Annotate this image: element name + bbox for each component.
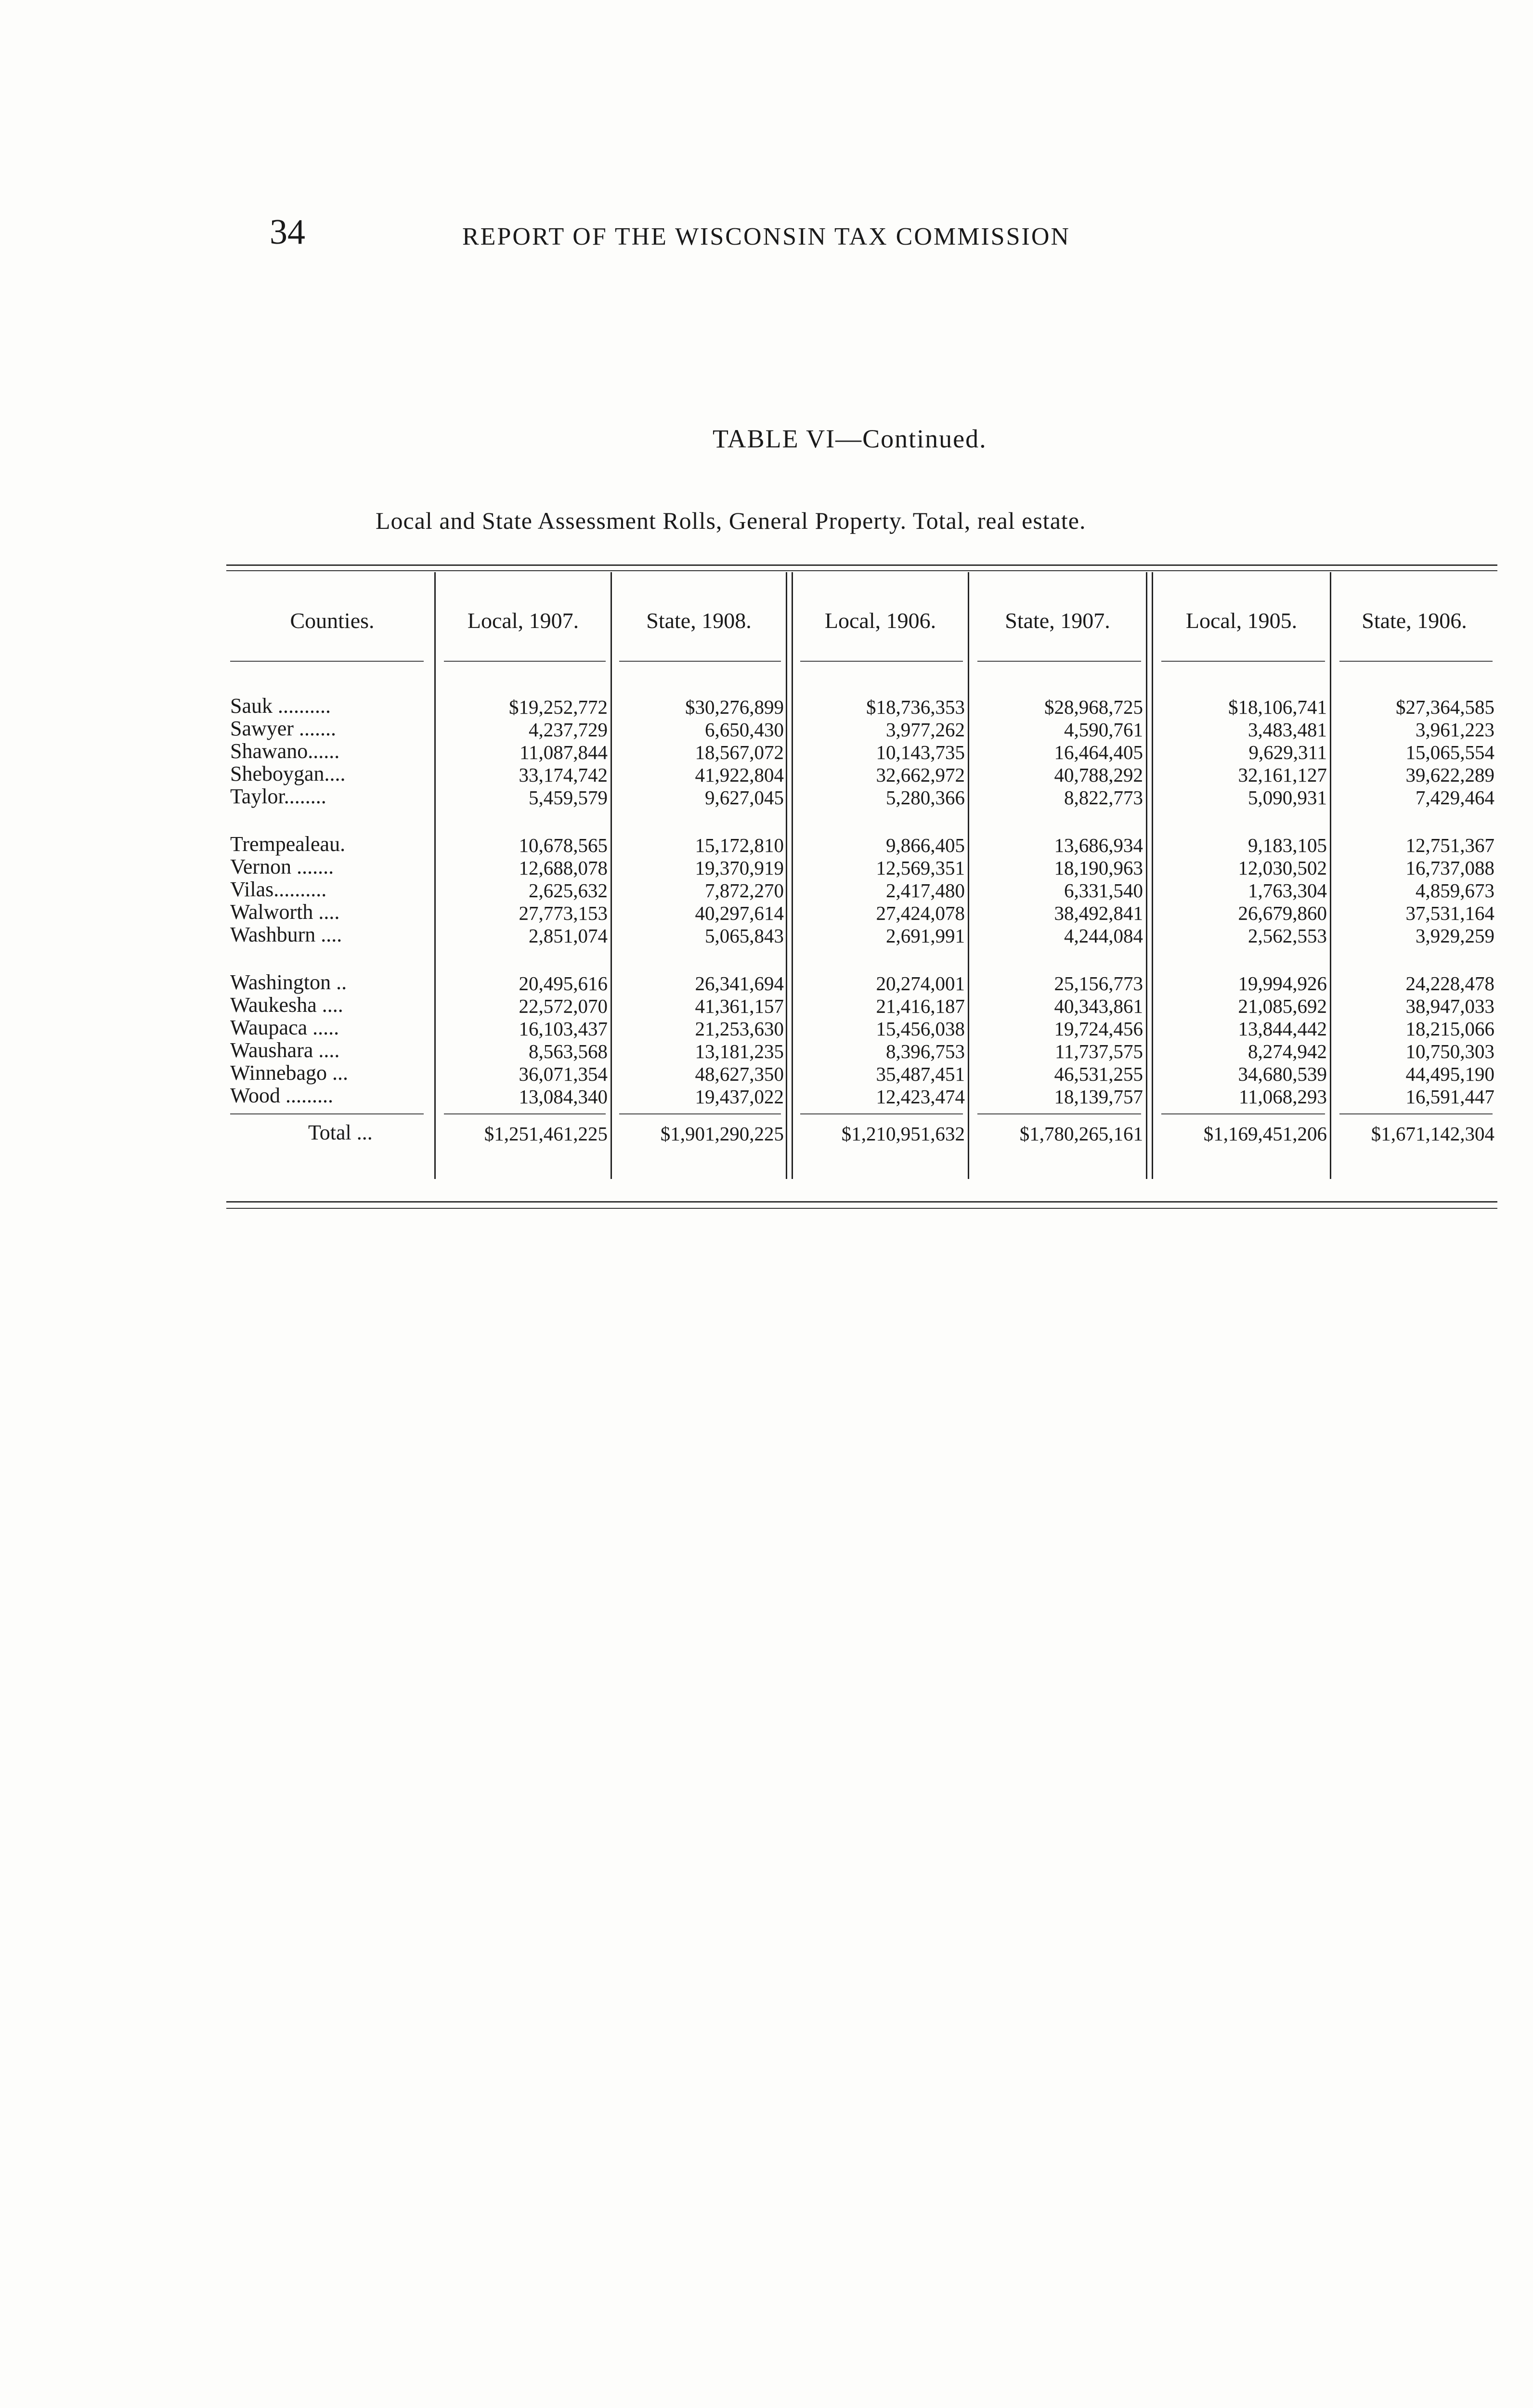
value-cell: 40,343,861 <box>1054 995 1143 1017</box>
value-cell: 18,567,072 <box>695 741 784 763</box>
value-cell: 8,274,942 <box>1248 1040 1327 1062</box>
value-cell: 8,563,568 <box>529 1040 608 1062</box>
county-name: Waupaca ..... <box>230 1016 339 1039</box>
bottom-double-rule-2 <box>226 1208 1497 1209</box>
county-name: Sheboygan.... <box>230 762 346 785</box>
county-name: Washington .. <box>230 970 347 994</box>
value-cell: 2,562,553 <box>1248 925 1327 947</box>
value-cell: 34,680,539 <box>1238 1063 1327 1085</box>
value-cell: 9,866,405 <box>886 834 965 856</box>
value-cell: 40,788,292 <box>1054 764 1143 786</box>
value-cell: 11,737,575 <box>1055 1040 1143 1062</box>
value-cell: 5,065,843 <box>705 925 784 947</box>
value-cell: 12,030,502 <box>1238 857 1327 879</box>
value-cell: 9,629,311 <box>1248 741 1327 763</box>
dash-rule <box>444 661 606 662</box>
page-number: 34 <box>270 212 305 252</box>
col-divider <box>1146 572 1147 1179</box>
dash-rule <box>444 1113 606 1114</box>
total-value-cell: $1,901,290,225 <box>660 1123 784 1145</box>
value-cell: 2,691,991 <box>886 925 965 947</box>
value-cell: 4,590,761 <box>1064 719 1143 741</box>
value-cell: 20,495,616 <box>519 972 608 995</box>
value-cell: $30,276,899 <box>685 696 784 718</box>
total-value-cell: $1,169,451,206 <box>1203 1123 1327 1145</box>
header-local-1906: Local, 1906. <box>824 608 936 633</box>
value-cell: 21,085,692 <box>1238 995 1327 1017</box>
value-cell: 41,361,157 <box>695 995 784 1017</box>
dash-rule <box>619 1113 781 1114</box>
value-cell: 38,492,841 <box>1054 902 1143 924</box>
total-value-cell: $1,251,461,225 <box>484 1123 608 1145</box>
value-cell: $28,968,725 <box>1044 696 1143 718</box>
dash-rule <box>1161 1113 1325 1114</box>
value-cell: 25,156,773 <box>1054 972 1143 995</box>
value-cell: 16,737,088 <box>1405 857 1494 879</box>
value-cell: $27,364,585 <box>1396 696 1494 718</box>
dash-rule <box>977 661 1141 662</box>
value-cell: 4,244,084 <box>1064 925 1143 947</box>
value-cell: 7,429,464 <box>1416 786 1494 809</box>
value-cell: $19,252,772 <box>509 696 608 718</box>
dash-rule <box>800 661 963 662</box>
value-cell: 32,662,972 <box>876 764 965 786</box>
value-cell: 19,994,926 <box>1238 972 1327 995</box>
county-name: Walworth .... <box>230 900 340 924</box>
value-cell: 18,190,963 <box>1054 857 1143 879</box>
county-name: Sawyer ....... <box>230 717 336 740</box>
county-name: Trempealeau. <box>230 832 346 856</box>
value-cell: 13,844,442 <box>1238 1018 1327 1040</box>
county-name: Sauk .......... <box>230 694 331 718</box>
value-cell: 12,688,078 <box>519 857 608 879</box>
dash-rule <box>977 1113 1141 1114</box>
bottom-double-rule-1 <box>226 1201 1497 1203</box>
dash-rule <box>800 1113 963 1114</box>
dash-rule <box>619 661 781 662</box>
value-cell: 32,161,127 <box>1238 764 1327 786</box>
value-cell: 26,341,694 <box>695 972 784 995</box>
value-cell: 2,851,074 <box>529 925 608 947</box>
value-cell: 48,627,350 <box>695 1063 784 1085</box>
value-cell: 4,859,673 <box>1416 879 1494 902</box>
value-cell: 5,090,931 <box>1248 786 1327 809</box>
value-cell: 46,531,255 <box>1054 1063 1143 1085</box>
total-value-cell: $1,210,951,632 <box>841 1123 965 1145</box>
value-cell: 6,331,540 <box>1064 879 1143 902</box>
value-cell: 35,487,451 <box>876 1063 965 1085</box>
dash-rule <box>1339 1113 1493 1114</box>
value-cell: 3,483,481 <box>1248 719 1327 741</box>
value-cell: 10,750,303 <box>1405 1040 1494 1062</box>
value-cell: 20,274,001 <box>876 972 965 995</box>
value-cell: 2,417,480 <box>886 879 965 902</box>
value-cell: 16,103,437 <box>519 1018 608 1040</box>
value-cell: 2,625,632 <box>529 879 608 902</box>
value-cell: 7,872,270 <box>705 879 784 902</box>
value-cell: 21,416,187 <box>876 995 965 1017</box>
county-name: Wood ......... <box>230 1084 334 1107</box>
value-cell: 15,456,038 <box>876 1018 965 1040</box>
value-cell: 41,922,804 <box>695 764 784 786</box>
value-cell: 13,084,340 <box>519 1086 608 1108</box>
value-cell: 11,068,293 <box>1239 1086 1327 1108</box>
value-cell: 18,139,757 <box>1054 1086 1143 1108</box>
value-cell: $18,736,353 <box>866 696 965 718</box>
value-cell: 44,495,190 <box>1405 1063 1494 1085</box>
value-cell: 19,437,022 <box>695 1086 784 1108</box>
value-cell: 12,423,474 <box>876 1086 965 1108</box>
value-cell: 15,065,554 <box>1405 741 1494 763</box>
value-cell: 3,961,223 <box>1416 719 1494 741</box>
value-cell: 5,280,366 <box>886 786 965 809</box>
running-head: REPORT OF THE WISCONSIN TAX COMMISSION <box>462 223 1070 250</box>
county-name: Waukesha .... <box>230 993 343 1017</box>
value-cell: 24,228,478 <box>1405 972 1494 995</box>
value-cell: 38,947,033 <box>1405 995 1494 1017</box>
col-divider <box>968 572 969 1179</box>
header-local-1907: Local, 1907. <box>467 608 579 633</box>
total-value-cell: $1,780,265,161 <box>1019 1123 1143 1145</box>
county-name: Taylor........ <box>230 785 326 808</box>
value-cell: 27,773,153 <box>519 902 608 924</box>
value-cell: 18,215,066 <box>1405 1018 1494 1040</box>
value-cell: 13,686,934 <box>1054 834 1143 856</box>
total-label: Total ... <box>308 1121 373 1144</box>
value-cell: 33,174,742 <box>519 764 608 786</box>
col-divider <box>786 572 787 1179</box>
value-cell: 10,678,565 <box>519 834 608 856</box>
top-double-rule-2 <box>226 570 1497 571</box>
value-cell: 26,679,860 <box>1238 902 1327 924</box>
header-counties: Counties. <box>290 608 375 633</box>
value-cell: 4,237,729 <box>529 719 608 741</box>
table-title: TABLE VI—Continued. <box>713 424 987 453</box>
value-cell: 3,977,262 <box>886 719 965 741</box>
value-cell: 12,751,367 <box>1405 834 1494 856</box>
county-name: Vilas.......... <box>230 877 327 901</box>
header-state-1908: State, 1908. <box>646 608 752 633</box>
value-cell: 11,087,844 <box>520 741 608 763</box>
value-cell: 15,172,810 <box>695 834 784 856</box>
value-cell: 16,591,447 <box>1405 1086 1494 1108</box>
value-cell: 5,459,579 <box>529 786 608 809</box>
value-cell: 37,531,164 <box>1405 902 1494 924</box>
dash-rule <box>1161 661 1325 662</box>
value-cell: 12,569,351 <box>876 857 965 879</box>
value-cell: 19,724,456 <box>1054 1018 1143 1040</box>
dash-rule <box>230 661 424 662</box>
col-divider <box>1152 572 1153 1179</box>
county-name: Vernon ....... <box>230 855 334 878</box>
value-cell: 19,370,919 <box>695 857 784 879</box>
county-name: Shawano...... <box>230 739 340 763</box>
value-cell: 39,622,289 <box>1405 764 1494 786</box>
total-value-cell: $1,671,142,304 <box>1371 1123 1494 1145</box>
value-cell: 9,183,105 <box>1248 834 1327 856</box>
value-cell: 8,396,753 <box>886 1040 965 1062</box>
value-cell: 27,424,078 <box>876 902 965 924</box>
value-cell: 21,253,630 <box>695 1018 784 1040</box>
table-subtitle: Local and State Assessment Rolls, General Property. Total, real estate. <box>376 507 1086 534</box>
value-cell: 8,822,773 <box>1064 786 1143 809</box>
value-cell: 40,297,614 <box>695 902 784 924</box>
value-cell: 10,143,735 <box>876 741 965 763</box>
value-cell: 22,572,070 <box>519 995 608 1017</box>
value-cell: 36,071,354 <box>519 1063 608 1085</box>
header-state-1907: State, 1907. <box>1005 608 1110 633</box>
value-cell: 9,627,045 <box>705 786 784 809</box>
value-cell: 16,464,405 <box>1054 741 1143 763</box>
dash-rule <box>1339 661 1493 662</box>
county-name: Winnebago ... <box>230 1061 349 1085</box>
county-name: Washburn .... <box>230 923 342 946</box>
value-cell: 6,650,430 <box>705 719 784 741</box>
value-cell: 3,929,259 <box>1416 925 1494 947</box>
county-name: Waushara .... <box>230 1038 340 1062</box>
dash-rule <box>230 1113 424 1114</box>
value-cell: 1,763,304 <box>1248 879 1327 902</box>
header-state-1906: State, 1906. <box>1362 608 1467 633</box>
value-cell: $18,106,741 <box>1228 696 1327 718</box>
value-cell: 13,181,235 <box>695 1040 784 1062</box>
top-double-rule-1 <box>226 564 1497 566</box>
header-local-1905: Local, 1905. <box>1185 608 1298 633</box>
